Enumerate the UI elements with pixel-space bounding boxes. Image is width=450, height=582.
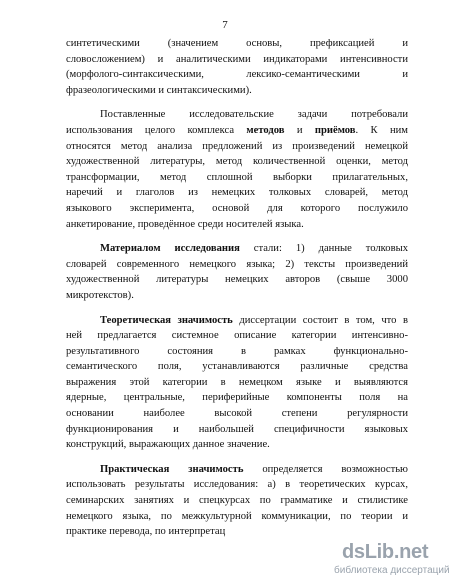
text-line: практике перевода, по интерпретац [66, 526, 226, 538]
watermark-subtitle: библиотека диссертаций [334, 565, 450, 576]
document-body [66, 36, 408, 540]
text-line: относятся метод анализа предложений из произведений немецкой [66, 140, 408, 152]
text-line: Практическая значимость определяется возможностью [100, 463, 408, 475]
text-line: (морфолого-синтаксическими, лексико-семантическими и [66, 69, 408, 81]
text-line: словосложением) и аналитическими индикаторами интенсивности [66, 53, 408, 65]
text-line: наречий и глаголов из немецких толковых словарей, метод [66, 187, 408, 199]
term-methods: методов [246, 124, 285, 136]
paragraph-practical [66, 462, 408, 540]
text-line: анкетирование, проведённое среди носителей языка. [66, 218, 304, 230]
heading-theoretical: Теоретическая значимость [100, 314, 233, 326]
term-techniques: приёмов [314, 124, 356, 136]
text-line: конструкций, выражающих данное значение. [66, 439, 270, 451]
text-line: результативного состояния в рамках функционально- [66, 345, 408, 357]
text-line: использования целого комплекса методов и приёмов. К ним [66, 124, 409, 136]
heading-practical: Практическая значимость [100, 463, 244, 475]
text-line: микротекстов). [66, 289, 134, 301]
text-line: словарей современного немецкого языка; 2) тексты произведений [66, 258, 408, 270]
heading-material: Материалом исследования [100, 243, 240, 255]
paragraph-theoretical [66, 313, 408, 453]
text-line: использовать результаты исследования: а) в теоретических курсах, [66, 479, 408, 491]
text-line: синтетическими (значением основы, префиксацией и [66, 38, 408, 49]
text-line: трансформации, метод сплошной выборки прилагательных, [66, 171, 408, 183]
watermark-logo: dsLib.net [342, 541, 429, 563]
text-line: художественной литературы, метод количественной оценки, метод [66, 156, 408, 168]
text-line: немецкого языка, по межкультурной коммуникации, по теории и [66, 510, 408, 522]
paragraph-intro [66, 36, 408, 98]
watermark [322, 541, 450, 581]
page-number: 7 [222, 19, 228, 31]
paragraph-methods [66, 107, 408, 232]
text-line: художественной литературы немецких авторов (свыше 3000 [66, 274, 408, 286]
text-line: основании наиболее высокой степени регулярности [66, 408, 408, 420]
text-line: ней предлагается системное описание категории интенсивно- [66, 330, 408, 342]
text-line: функционирования и наибольшей специфичности языковых [66, 423, 408, 435]
paragraph-material [66, 241, 408, 303]
text-line: Поставленные исследовательские задачи потребовали [100, 109, 408, 121]
text-line: фразеологическими и синтаксическими). [66, 84, 252, 96]
text-line: Теоретическая значимость диссертации состоит в том, что в [100, 314, 409, 326]
text-line: ядерные, центральные, периферийные компоненты поля на [66, 392, 408, 404]
text-line: семантического поля, устанавливаются различные средства [66, 361, 408, 373]
text-line: языкового эксперимента, основой для которого послужило [66, 202, 408, 214]
text-line: семинарских занятиях и спецкурсах по грамматике и стилистике [66, 495, 408, 507]
text-line: выражения этой категории в немецком языке и выявляются [66, 376, 408, 388]
text-line: Материалом исследования стали: 1) данные толковых [100, 243, 408, 255]
